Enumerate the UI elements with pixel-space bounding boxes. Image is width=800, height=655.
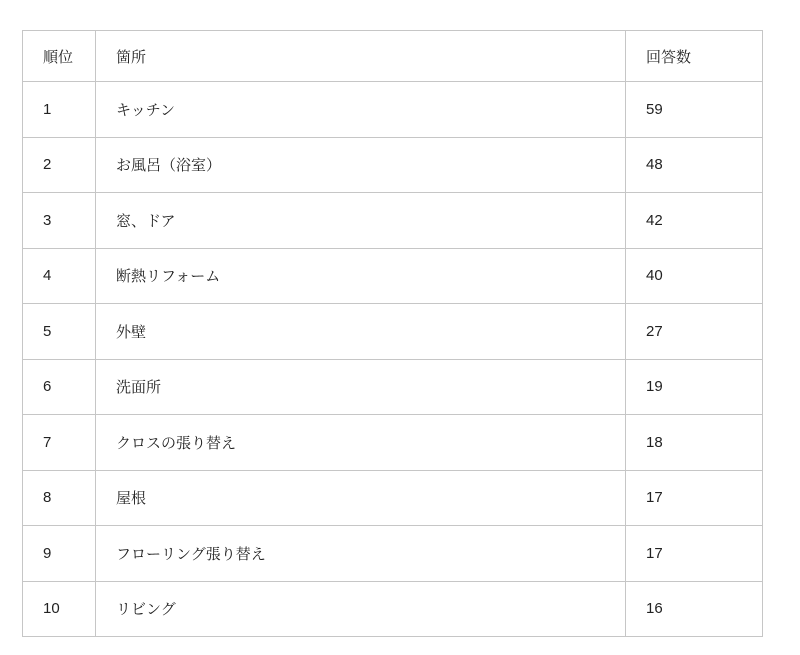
table-row	[23, 470, 763, 526]
table-row	[23, 193, 763, 249]
col-header-item: 箇所	[96, 31, 626, 82]
count-cell: 40	[626, 248, 763, 304]
table-body	[23, 82, 763, 637]
rank-cell: 1	[23, 82, 96, 138]
item-cell: 断熱リフォーム	[96, 248, 626, 304]
item-cell: 洗面所	[96, 359, 626, 415]
rank-cell: 3	[23, 193, 96, 249]
table-row	[23, 82, 763, 138]
rank-cell: 9	[23, 526, 96, 582]
table-row	[23, 304, 763, 360]
count-cell: 48	[626, 137, 763, 193]
count-cell: 16	[626, 581, 763, 637]
item-cell: 外壁	[96, 304, 626, 360]
table-row	[23, 248, 763, 304]
rank-cell: 4	[23, 248, 96, 304]
item-cell: キッチン	[96, 82, 626, 138]
col-header-count: 回答数	[626, 31, 763, 82]
table-row	[23, 359, 763, 415]
rank-cell: 2	[23, 137, 96, 193]
count-cell: 17	[626, 526, 763, 582]
rank-cell: 8	[23, 470, 96, 526]
item-cell: リビング	[96, 581, 626, 637]
count-cell: 18	[626, 415, 763, 471]
item-cell: お風呂（浴室）	[96, 137, 626, 193]
rank-cell: 7	[23, 415, 96, 471]
item-cell: 窓、ドア	[96, 193, 626, 249]
table-row	[23, 581, 763, 637]
item-cell: 屋根	[96, 470, 626, 526]
item-cell: クロスの張り替え	[96, 415, 626, 471]
count-cell: 19	[626, 359, 763, 415]
table-row	[23, 415, 763, 471]
count-cell: 17	[626, 470, 763, 526]
table-row	[23, 526, 763, 582]
count-cell: 42	[626, 193, 763, 249]
rank-cell: 5	[23, 304, 96, 360]
count-cell: 27	[626, 304, 763, 360]
item-cell: フローリング張り替え	[96, 526, 626, 582]
col-header-rank: 順位	[23, 31, 96, 82]
rank-cell: 10	[23, 581, 96, 637]
count-cell: 59	[626, 82, 763, 138]
survey-ranking-table	[22, 30, 763, 637]
table-header	[23, 31, 763, 82]
rank-cell: 6	[23, 359, 96, 415]
header-row	[23, 31, 763, 82]
table-row	[23, 137, 763, 193]
